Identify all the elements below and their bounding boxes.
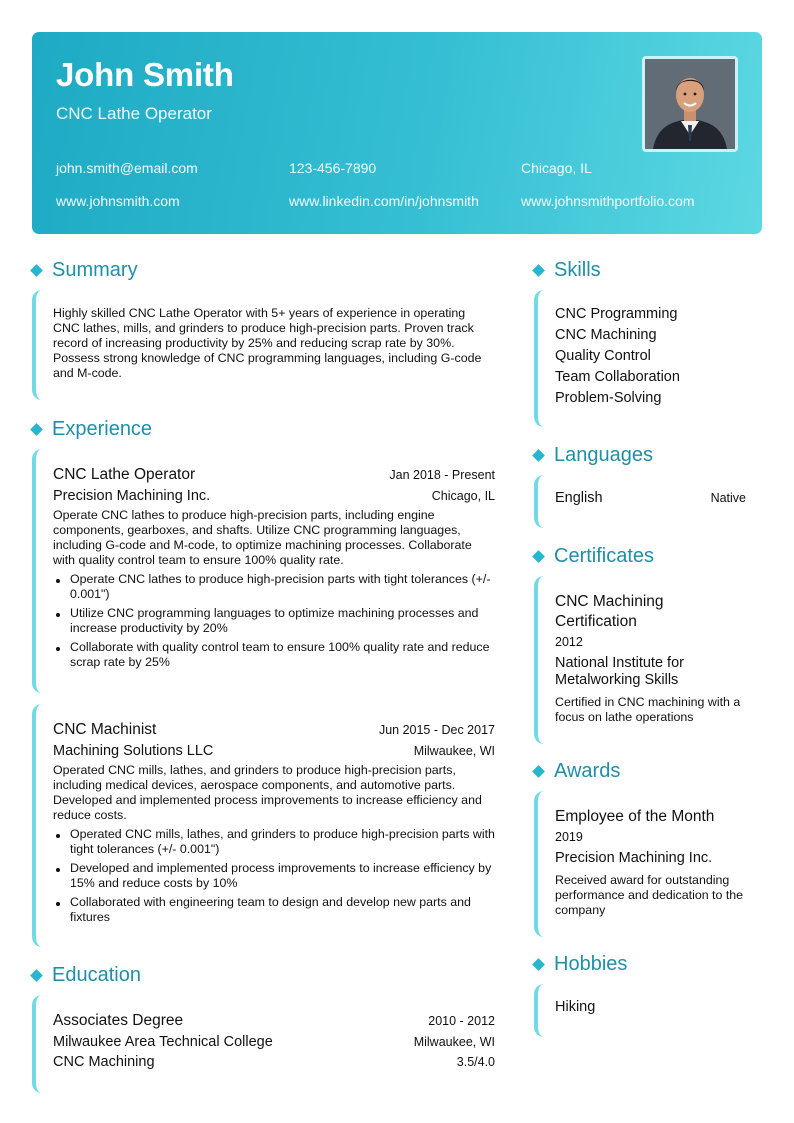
certificate-description: Certified in CNC machining with a focus on lathe operations xyxy=(555,695,741,724)
job-bullets xyxy=(53,827,495,925)
contact-website[interactable]: www.johnsmith.com xyxy=(56,193,180,209)
skill-item: Team Collaboration xyxy=(555,369,680,385)
summary-heading: Summary xyxy=(30,259,138,282)
degree: Associates Degree xyxy=(53,1012,184,1029)
job-role: CNC Lathe Operator xyxy=(53,466,196,483)
certificate-issuer: National Institute for Metalworking Skills xyxy=(555,655,684,688)
certificate-item xyxy=(534,576,746,744)
diamond-icon xyxy=(30,969,43,982)
award-description: Received award for outstanding performance and dedication to the company xyxy=(555,873,744,917)
contact-portfolio[interactable]: www.johnsmithportfolio.com xyxy=(521,193,695,209)
list-item: Operated CNC mills, lathes, and grinders to produce high-precision parts with tight tolerances (+/- 0.001") xyxy=(53,827,495,857)
job-dates: Jan 2018 - Present xyxy=(389,468,495,482)
resume-header xyxy=(32,32,762,234)
award-name: Employee of the Month xyxy=(555,808,715,825)
hobbies-block xyxy=(534,984,746,1037)
award-item xyxy=(534,791,746,937)
contact-email[interactable]: john.smith@email.com xyxy=(56,160,198,176)
candidate-title: CNC Lathe Operator xyxy=(56,104,212,123)
list-item: Operate CNC lathes to produce high-precision parts with tight tolerances (+/- 0.001") xyxy=(53,572,495,602)
job-company: Precision Machining Inc. xyxy=(53,488,211,504)
certificate-year: 2012 xyxy=(555,635,583,649)
skill-item: CNC Machining xyxy=(555,327,657,343)
contact-location: Chicago, IL xyxy=(521,160,592,176)
diamond-icon xyxy=(30,264,43,277)
award-year: 2019 xyxy=(555,830,583,844)
list-item: Collaborate with quality control team to ensure 100% quality rate and reduce scrap rate by 25% xyxy=(53,640,495,670)
avatar xyxy=(645,59,735,149)
school: Milwaukee Area Technical College xyxy=(53,1034,273,1050)
candidate-name: John Smith xyxy=(56,56,234,93)
job-description: Operated CNC mills, lathes, and grinders to produce high-precision parts, including medical devices, aerospace components, and automotive parts. Developed and implemented process improvements to increase efficiency and reduce costs. xyxy=(53,763,482,822)
contact-linkedin[interactable]: www.linkedin.com/in/johnsmith xyxy=(289,193,479,209)
job-dates: Jun 2015 - Dec 2017 xyxy=(378,723,495,737)
skill-item: Quality Control xyxy=(555,348,651,364)
diamond-icon xyxy=(532,449,545,462)
education-item xyxy=(32,995,495,1093)
experience-heading: Experience xyxy=(30,418,152,441)
diamond-icon xyxy=(532,958,545,971)
job-bullets xyxy=(53,572,495,670)
certificates-heading: Certificates xyxy=(532,545,654,568)
education-dates: 2010 - 2012 xyxy=(428,1014,495,1028)
profile-photo xyxy=(642,56,738,152)
diamond-icon xyxy=(532,765,545,778)
language-level: Native xyxy=(710,491,746,505)
language-name: English xyxy=(555,490,603,506)
languages-heading: Languages xyxy=(532,444,653,467)
job-location: Chicago, IL xyxy=(431,489,495,503)
field-of-study: CNC Machining xyxy=(53,1054,155,1070)
list-item: Developed and implemented process improvements to increase efficiency by 15% and reduce costs by 10% xyxy=(53,861,495,891)
hobby-item: Hiking xyxy=(555,999,596,1015)
summary-block xyxy=(32,290,495,400)
hobbies-heading: Hobbies xyxy=(532,953,627,976)
skill-item: CNC Programming xyxy=(555,306,678,322)
languages-block xyxy=(534,475,746,528)
experience-item xyxy=(32,449,495,693)
skills-block xyxy=(534,290,762,427)
diamond-icon xyxy=(532,264,545,277)
diamond-icon xyxy=(30,423,43,436)
summary-text: Highly skilled CNC Lathe Operator with 5+ years of experience in operating CNC lathes, mills, and grinders to produce high-precision parts. Proven track record of increasing productivity by 25% and reducing scrap rate by 30%. Possess strong knowledge of CNC programming languages, including G-code and M-code. xyxy=(53,306,482,380)
experience-item xyxy=(32,704,495,947)
awards-heading: Awards xyxy=(532,760,620,783)
list-item: Collaborated with engineering team to design and develop new parts and fixtures xyxy=(53,895,495,925)
job-company: Machining Solutions LLC xyxy=(53,743,214,759)
diamond-icon xyxy=(532,550,545,563)
language-row xyxy=(555,490,746,506)
skills-heading: Skills xyxy=(532,259,601,282)
contact-phone[interactable]: 123-456-7890 xyxy=(289,160,377,176)
job-location: Milwaukee, WI xyxy=(413,744,495,758)
skill-item: Problem-Solving xyxy=(555,390,662,406)
gpa: 3.5/4.0 xyxy=(456,1055,495,1069)
award-issuer: Precision Machining Inc. xyxy=(555,850,713,866)
list-item: Utilize CNC programming languages to optimize machining processes and increase productivity by 20% xyxy=(53,606,495,636)
job-description: Operate CNC lathes to produce high-precision parts, including engine components, gearboxes, and shafts. Utilize CNC programming languages, including G-code and M-code, to optimize machining processes. Collaborate with quality control team to ensure 100% quality rate. xyxy=(53,508,472,567)
job-role: CNC Machinist xyxy=(53,721,157,738)
certificate-name: CNC Machining Certification xyxy=(555,593,664,630)
education-heading: Education xyxy=(30,964,141,987)
school-location: Milwaukee, WI xyxy=(413,1035,495,1049)
